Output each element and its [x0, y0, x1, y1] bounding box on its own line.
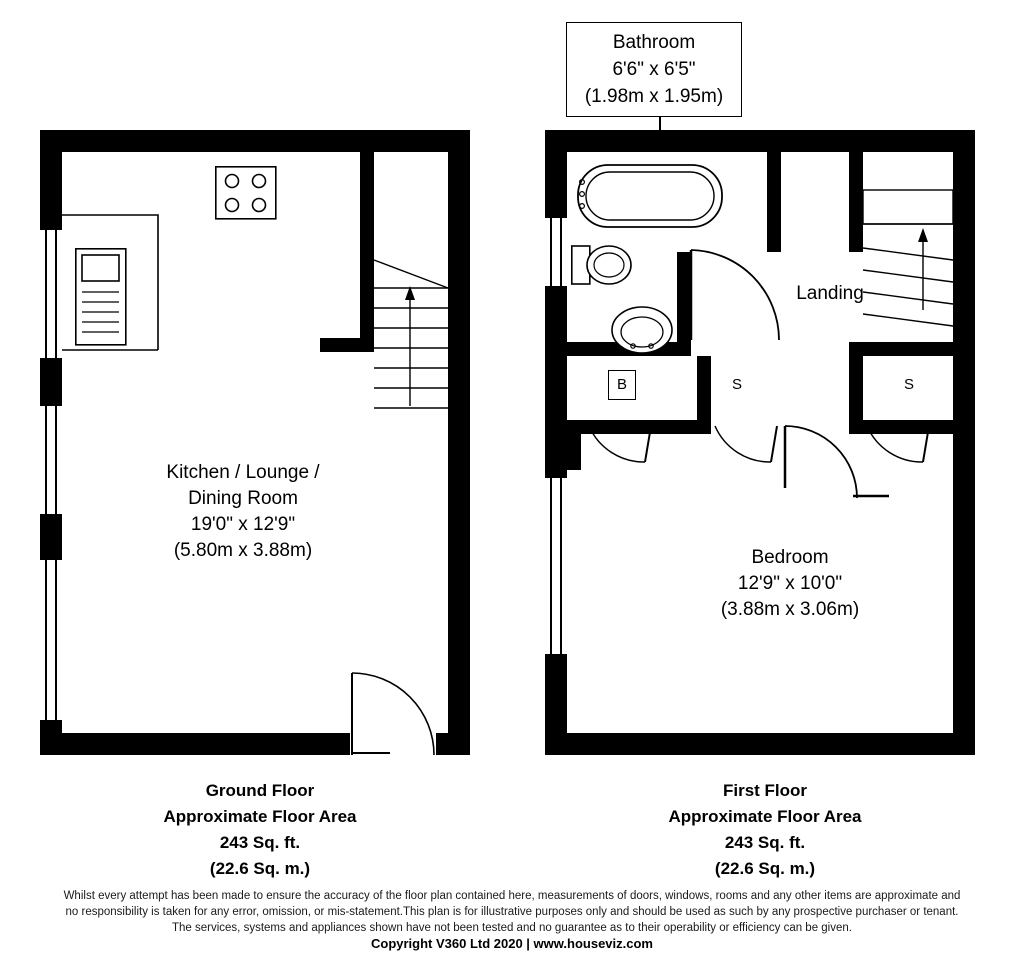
entrance-door-swing-icon	[346, 665, 446, 757]
first-floor-area-metric: (22.6 Sq. m.)	[714, 859, 816, 878]
cupboard-door-b-swing-icon	[589, 422, 655, 464]
first-floor-area-label: Approximate Floor Area	[668, 807, 862, 826]
ground-floor-plan	[40, 130, 470, 755]
window-opening-ff-left-1	[545, 218, 567, 286]
ground-floor-area-metric: (22.6 Sq. m.)	[209, 859, 311, 878]
bathroom-partition-wall-upper	[767, 152, 781, 252]
disclaimer-text	[60, 888, 964, 936]
bathroom-callout-line-1: Bathroom	[612, 32, 696, 53]
window-opening-ff-left-2	[545, 478, 567, 654]
disclaimer-line-1: Whilst every attempt has been made to ensure the accuracy of the floor plan contained here, measurements of doors, windows, rooms and any other items are approximate and	[63, 890, 961, 902]
ground-floor-caption	[80, 778, 440, 882]
bedroom-label-line-1: Bedroom	[751, 547, 829, 568]
cupboard-door-s-left-swing-icon	[715, 422, 781, 464]
ground-floor-title: Ground Floor	[205, 781, 315, 800]
window-opening-left-2	[40, 406, 62, 514]
cupboard-divider-wall	[697, 356, 711, 434]
landing-room-label	[745, 281, 915, 307]
room-label-line-3: 19'0" x 12'9"	[190, 514, 296, 535]
room-label-line-1: Kitchen / Lounge /	[166, 462, 320, 483]
window-opening-left-1	[40, 230, 62, 358]
bathroom-callout	[566, 22, 742, 117]
first-floor-title: First Floor	[722, 781, 808, 800]
hob-icon	[215, 166, 277, 220]
toilet-icon	[571, 238, 633, 302]
ground-floor-area-imperial: 243 Sq. ft.	[219, 833, 301, 852]
stair-enclosure-wall-vertical	[360, 152, 374, 352]
bathroom-callout-line-3: (1.98m x 1.95m)	[584, 86, 724, 107]
ground-floor-room-label	[93, 460, 393, 564]
window-opening-left-3	[40, 560, 62, 720]
sink-icon	[75, 248, 127, 346]
ground-floor-area-label: Approximate Floor Area	[163, 807, 357, 826]
stair-enclosure-wall-stub	[320, 338, 374, 352]
first-floor-area-imperial: 243 Sq. ft.	[724, 833, 806, 852]
room-label-line-4: (5.80m x 3.88m)	[173, 540, 313, 561]
copyright-text: Copyright V360 Ltd 2020 | www.houseviz.com	[370, 936, 653, 951]
bathroom-callout-line-2: 6'6" x 6'5"	[612, 59, 696, 80]
bedroom-room-label	[655, 545, 925, 623]
room-label-line-2: Dining Room	[188, 488, 298, 509]
cupboard-band-wall-left-vertical	[567, 420, 581, 470]
storage-marker-right-label: S	[903, 376, 914, 393]
disclaimer-line-3: The services, systems and appliances shown have not been tested and no guarantee as to their operability or efficiency can be given.	[172, 922, 852, 934]
storage-marker-left-label: S	[731, 376, 742, 393]
bath-icon	[577, 164, 723, 228]
storage-marker-left	[725, 376, 749, 393]
landing-label-line-1: Landing	[796, 283, 864, 304]
staircase-icon	[374, 260, 448, 410]
bedroom-door-swing-icon	[781, 426, 893, 506]
storage-marker-right	[897, 376, 921, 393]
basin-icon	[611, 306, 673, 356]
boiler-marker-label: B	[616, 376, 627, 393]
disclaimer-line-2: no responsibility is taken for any error, omission, or mis-statement.This plan is for illustrative purposes only and should be used as such by any prospective purchaser or tenant.	[65, 906, 959, 918]
stairwell-wall-horizontal	[849, 342, 953, 356]
staircase-icon	[863, 190, 953, 340]
first-floor-caption	[585, 778, 945, 882]
bedroom-label-line-3: (3.88m x 3.06m)	[720, 599, 860, 620]
stairwell-wall-vertical	[849, 152, 863, 252]
first-floor-plan	[545, 130, 975, 755]
bedroom-label-line-2: 12'9" x 10'0"	[737, 573, 843, 594]
boiler-marker	[608, 370, 636, 400]
